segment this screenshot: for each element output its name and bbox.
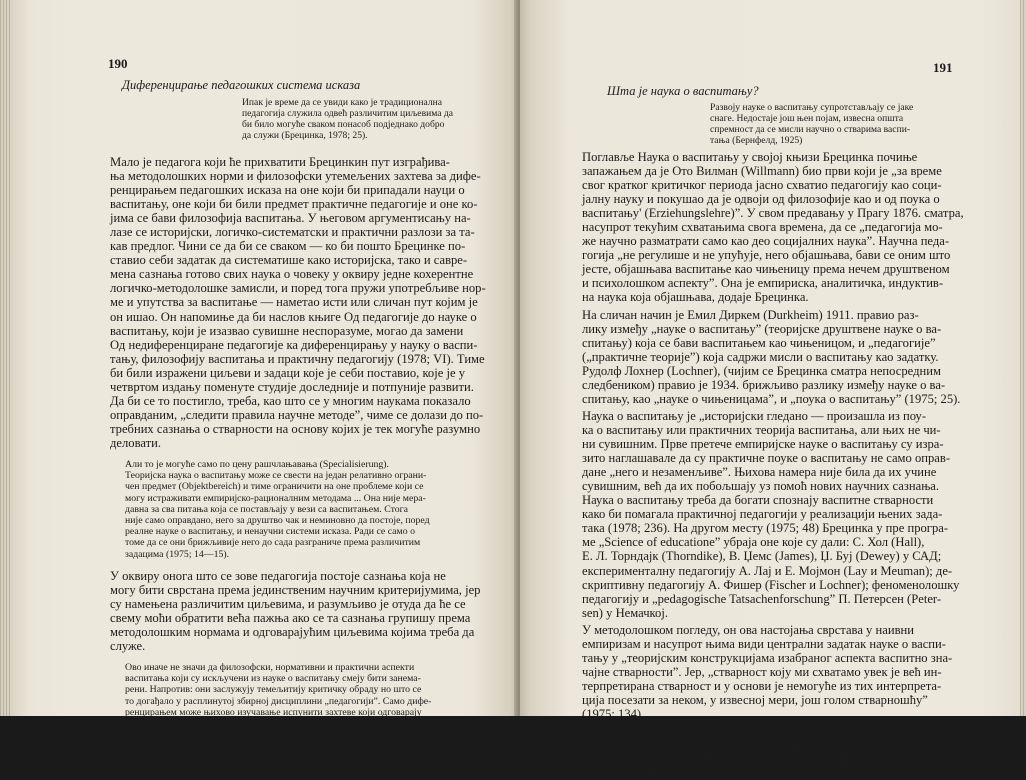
text-line: методолошким нормама и одговарајућим циљевима којима треба да xyxy=(110,625,475,640)
text-line: sen) у Немачкој. xyxy=(582,605,668,620)
text-line: (предмету) и одговарајућим специјалним поступцима и методима ко- xyxy=(582,752,954,767)
text-line: Теоријска наука о васпитању може се свести на један релативно ограни- xyxy=(125,470,427,482)
text-line: тању у „теоријским конструкцијама изабраног аспекта васпитно зна- xyxy=(582,651,953,666)
text-line: Наука о васпитању је „историјски гледано — произашла из поу- xyxy=(582,409,927,423)
text-line: томе да се они брижљивије него до сада разграниче према различитим xyxy=(125,537,421,549)
text-line: ренцирањем може њихово изучавање испунити захтеве који одговарају xyxy=(125,706,422,718)
text-line: ња методолошких норми и филозофски утемељених захтева за дифе- xyxy=(110,169,481,184)
text-line: Наука о васпитању треба да богати спознају васпитне стварности xyxy=(582,493,934,508)
running-head-left: Диференцирање педагошких система исказа xyxy=(122,78,361,92)
text-line: ставио себи задатак да систематише како историјска, тако и савре- xyxy=(110,253,468,268)
text-line: деловати. xyxy=(110,435,162,450)
text-line: Али то је могуће само по цену рашчлањавања (Specialisierung). xyxy=(125,459,390,470)
text-line: Да би се то постигло, треба, као што се у многим наукама показало xyxy=(110,393,471,408)
text-line: ни сувишним. Прве претече емпиријске науке о васпитању су изра- xyxy=(582,437,944,452)
text-line: оправданим, „следити правила научне методе”, чиме се долази до по- xyxy=(110,407,484,422)
text-line: скриптивну педагогију А. Фишер (Fischer и Lochner); феноменолошку xyxy=(582,577,960,592)
text-line: Е. Л. Торндајк (Thorndike), В. Џемс (James), Џ. Буј (Dewey) у САД; xyxy=(582,549,942,564)
text-line: васпитању, који је изазвао сувишне неспоразуме, могао да замени xyxy=(110,323,464,338)
text-line: сувишним, већ да их побољшају уз помоћ нових научних сазнања. xyxy=(582,479,940,494)
text-line: дане „него и незаменљиве”. Њихова намера није била да их учине xyxy=(582,465,937,480)
text-line: запажањем да је Ото Вилман (Willmann) био први који је „за време xyxy=(582,164,942,179)
text-line: кав предлог. Чини се да би се сваком — ко би пошто Брецинке по- xyxy=(110,239,466,254)
paragraph-right-2 xyxy=(582,308,974,406)
paragraph-left-2 xyxy=(110,569,502,653)
text-line: четвртом издању поменуте студије доследније и потпуније развити. xyxy=(110,379,474,394)
paragraph-left-1 xyxy=(110,155,502,450)
text-line: чен предмет (Objektbereich) и тиме ограничити на оне проблеме који се xyxy=(125,481,424,493)
text-line: („практичне теорије”) која садржи мисли о васпитању као задатку. xyxy=(582,350,939,365)
text-line: На сличан начин је Емил Диркем (Durkheim) 1911. правио раз- xyxy=(582,308,919,322)
text-line: Развоју науке о васпитању супротстављају се јаке xyxy=(710,102,914,113)
text-line: њиховом значају (1975; 15). xyxy=(125,718,241,730)
epigraph-right xyxy=(710,102,956,146)
text-line: и психолошком аспекту”. Она је емпириска, аналитичка, индуктив- xyxy=(582,276,944,291)
text-line: така (1978; 236). На другом месту (1975; 48) Брецинка у пре програ- xyxy=(582,521,949,536)
text-line: логичко-методолошке замисли, и поред тога пружи употребљиве нор- xyxy=(110,281,486,296)
text-line: није само оправдано, него за друштво чак и неминовно да постоје, поред xyxy=(125,515,430,527)
text-line: чајне стварности”. Јер, „стварност коју ми схватамо увек је већ ин- xyxy=(582,665,942,680)
text-line: ка о васпитању или практичних теорија васпитања, али њих не чи- xyxy=(582,423,941,438)
text-line: служе. xyxy=(110,639,146,654)
paragraph-right-3 xyxy=(582,409,974,620)
text-line: снаге. Недостаје још њен појам, извесна општа xyxy=(710,113,904,124)
text-line: ренцирањем педагошких исказа на оне који би припадали науци о xyxy=(110,183,465,198)
text-line: У методолошком погледу, он ова настојања сврстава у наивни xyxy=(582,623,914,637)
text-line: васпитања који су искључени из науке о васпитању смеју бити занема- xyxy=(125,673,421,685)
paragraph-right-1 xyxy=(582,150,974,305)
block-quote-left-2 xyxy=(125,459,497,560)
text-line: то догађало у расплинутој збирној дисциплини „педагогији”. Само дифе- xyxy=(125,695,432,707)
right-page xyxy=(520,0,1020,780)
text-line: терпретирана стварност и у основи је немогуће из тих интерпрета- xyxy=(582,679,942,694)
text-line: спитању) која се бави васпитањем као чињеницом, и „педагогије” xyxy=(582,336,936,351)
text-line: Рудолф Лохнер (Lochner), (чијим се Брецинка сматра непосредним xyxy=(582,364,941,379)
text-line: рени. Напротив: они заслужују темељитију критичку обраду но што се xyxy=(125,684,422,696)
text-line: Ово иначе не значи да филозофски, нормативни и практични аспекти xyxy=(125,662,415,673)
text-line: Мало је педагога који ће прихватити Брецинкин пут изграђива- xyxy=(110,155,450,169)
text-line: је да се науке разликују према проблемима које покушавају да реше xyxy=(582,738,947,753)
text-line: требних сазнања о стварности на основу којих је тек могуће разумно xyxy=(110,421,481,436)
text-line: У оквиру онога што се зове педагогија постоје сазнања која не xyxy=(110,569,446,583)
text-line: Од недиференциране педагогије ка диференцирању у науку о васпи- xyxy=(110,337,478,352)
text-line: тања (Бернфелд, 1925) xyxy=(710,135,803,146)
left-page xyxy=(10,0,518,730)
page-number-left: 190 xyxy=(108,56,128,71)
text-line: васпитању, оне који би били предмет практичне педагогије и оне ко- xyxy=(110,197,478,212)
text-line: јима се бави филозофија васпитања. У његовом аргументисању на- xyxy=(110,211,471,226)
text-line: свему моћи обратити већа пажња ако се та сазнања групишу према xyxy=(110,611,471,626)
paragraph-right-4 xyxy=(582,623,974,721)
text-line: же научно разматрати само као део социјалних наука”. Научна педа- xyxy=(582,234,950,249)
text-line: спитању, као „науке о чињеницама”, и „поука о васпитању” (1975; 25). xyxy=(582,392,961,407)
epigraph-left xyxy=(242,97,490,141)
text-line: могу истраживати емпиријско-рационалним методама ... Она није мера- xyxy=(125,492,426,504)
text-line: на наука која објашњава, додаје Брецинка. xyxy=(582,290,809,305)
text-line: експерименталну педагогију А. Лај и Е. Мојмон (Lay и Meuman); де- xyxy=(582,563,953,578)
text-line: насупрот текућим схватањима свога времена, да се „педагогија мо- xyxy=(582,220,943,235)
text-line: зито наглашавале да су практичне поуке о васпитању не само оправ- xyxy=(582,451,951,466)
text-line: јесте, објашњава васпитање као чињеницу према нечем друштвеном xyxy=(582,262,950,277)
page-number-right: 191 xyxy=(933,60,953,75)
running-head-right: Шта је наука о васпитању? xyxy=(607,84,759,98)
block-quote-left-3 xyxy=(125,662,497,729)
text-line: он ишао. Он напомиње да би наслов књиге Од педагогије до науке о xyxy=(110,309,477,324)
text-line: тању, филозофију васпитања и практичну педагогију (1978; VI). Тиме xyxy=(110,351,485,366)
text-line: би било могуће сваком понасоб подједнако добро xyxy=(242,119,445,130)
text-line: је притом примењују. xyxy=(582,766,697,780)
text-line: ме „Science of educatione” убраја оне које су дали: С. Хол (Hall), xyxy=(582,535,925,550)
text-line: могу бити сврстана према јединственим научним критеријумима, јер xyxy=(110,583,481,598)
text-line: педагогија служила одвећ различитим циљевима да xyxy=(242,108,454,119)
text-line: ција посезати за неком, у извесној мери, још голом стварношћу” xyxy=(582,693,928,708)
text-line: васпитању' (Erziehungslehre)”. У свом предавању у Прагу 1876. сматра, xyxy=(582,206,964,221)
text-line: реалне науке о васпитању, и ненаучни системи исказа. Ради се само о xyxy=(125,526,415,538)
text-line: (1975; 134). xyxy=(582,707,645,722)
text-line: јалну науку и покушао да је одвоји од филозофије као и од поука о xyxy=(582,192,940,207)
text-line: како би помагала практичној педагогији у реализацији њених зада- xyxy=(582,507,943,522)
text-line: емпиризам и насупрот њима види централни задатак науке о васпи- xyxy=(582,637,946,652)
text-line: давна за сва питања која се постављају у вези са васпитањем. Стога xyxy=(125,503,409,515)
text-line: мена сазнања готово свих наука о човеку у оквиру једне кохерентне xyxy=(110,267,474,282)
text-line: Реч „наука” примењује се у различитим значењима. Познато xyxy=(582,724,907,738)
text-line: ме и упутства за васпитање — наметао исти или сличан пут којим је xyxy=(110,295,478,310)
text-line: су намењена различитим циљевима, и разумљиво је отуда да ће се xyxy=(110,597,466,612)
paragraph-right-5 xyxy=(582,724,974,780)
text-line: свог кратког критичког периода јасно схватио педагогију као соци- xyxy=(582,178,942,193)
text-line: Ипак је време да се увиди како је традиционална xyxy=(242,97,443,108)
text-line: лазе се историјски, логичко-систематски и практични разлози за та- xyxy=(110,225,475,240)
text-line: задацима (1975; 14—15). xyxy=(125,548,230,560)
text-line: лику између „науке о васпитању” (теоријске друштвене науке о ва- xyxy=(582,322,942,337)
text-line: следбеником) правио је 1934. брижљиво разлику између науке о ва- xyxy=(582,378,946,393)
text-line: да служи (Брецинка, 1978; 25). xyxy=(242,130,368,141)
text-line: би били изражени циљеви и задаци које је себи поставио, које је у xyxy=(110,365,465,380)
text-line: спремност да се мисли научно о стварима васпи- xyxy=(710,124,911,135)
text-line: педагогију и „pedagogische Tatsachenforschung” П. Петерсен (Peter- xyxy=(582,591,942,606)
text-line: Поглавље Наука о васпитању у својој књизи Брецинка почиње xyxy=(582,150,918,164)
text-line: гогија „не регулише и не упућује, него објашњава, бави се оним што xyxy=(582,248,951,263)
